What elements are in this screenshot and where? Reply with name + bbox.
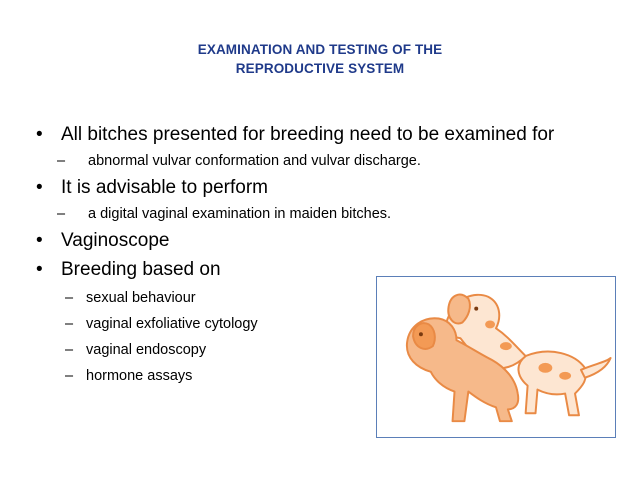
dog-spot	[538, 363, 552, 373]
sub-bullet-text: sexual behaviour	[86, 290, 196, 306]
bullet-glyph: •	[36, 124, 43, 145]
bullet-text: Vaginoscope	[61, 230, 170, 251]
bullet-item	[36, 176, 616, 200]
sub-bullet-text: vaginal exfoliative cytology	[86, 316, 258, 332]
sub-bullet-item	[36, 151, 616, 171]
title-line-1: EXAMINATION AND TESTING OF THE	[197, 42, 443, 57]
bullet-item	[36, 229, 616, 253]
dash-glyph: –	[57, 206, 66, 222]
dog-spot	[500, 342, 512, 350]
dash-glyph: –	[65, 342, 74, 358]
bullet-text: It is advisable to perform	[61, 177, 268, 198]
dog-spot	[485, 320, 495, 328]
dash-glyph: –	[65, 316, 74, 332]
bullet-glyph: •	[36, 177, 43, 198]
dog-eye	[474, 307, 478, 311]
bullet-text: All bitches presented for breeding need to be examined for	[61, 124, 555, 145]
bullet-glyph: •	[36, 230, 43, 251]
breeding-dogs-figure	[376, 276, 616, 438]
title-line-2: REPRODUCTIVE SYSTEM	[235, 61, 405, 76]
sub-bullet-text: hormone assays	[86, 368, 193, 384]
dash-glyph: –	[65, 368, 74, 384]
dog-eye	[419, 332, 423, 336]
dash-glyph: –	[57, 153, 66, 169]
sub-bullet-text: a digital vaginal examination in maiden bitches.	[88, 206, 392, 222]
bullet-text: Breeding based on	[61, 259, 221, 280]
slide-title	[120, 40, 520, 78]
dog-spot	[559, 372, 571, 380]
bullet-item	[36, 123, 616, 147]
sub-bullet-text: vaginal endoscopy	[86, 342, 207, 358]
dash-glyph: –	[65, 290, 74, 306]
breeding-dogs-illustration-icon	[377, 277, 615, 437]
sub-bullet-text: abnormal vulvar conformation and vulvar discharge.	[88, 153, 421, 169]
bullet-glyph: •	[36, 259, 43, 280]
sub-bullet-item	[36, 204, 616, 224]
